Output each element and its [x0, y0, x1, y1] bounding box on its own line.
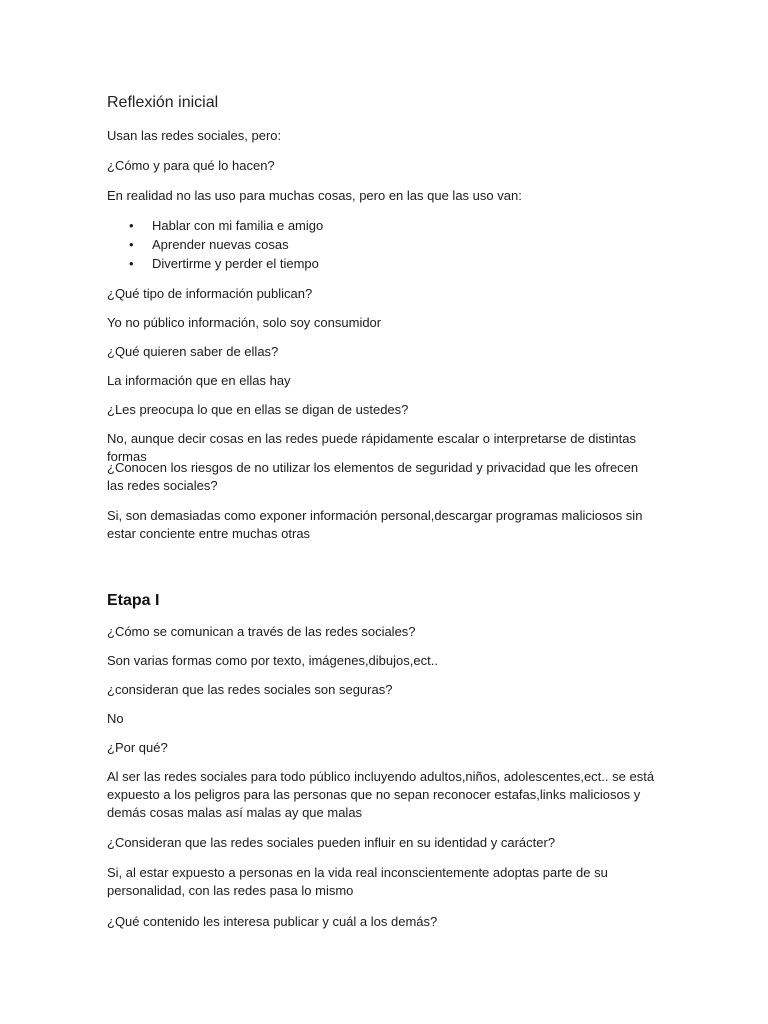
bullet-icon: •	[129, 256, 134, 271]
list-item-text: Aprender nuevas cosas	[152, 237, 289, 252]
bullet-list	[107, 216, 667, 273]
answer-text: No	[107, 711, 124, 726]
question-text: ¿Qué contenido les interesa publicar y cuál a los demás?	[107, 914, 438, 929]
bullet-icon: •	[129, 218, 134, 233]
answer-text: La información que en ellas hay	[107, 373, 291, 388]
question-text: ¿Qué tipo de información publican?	[107, 286, 313, 301]
answer-text: Si, al estar expuesto a personas en la vida real inconscientemente adoptas parte de su personalidad, con las redes pasa lo mismo	[107, 865, 608, 898]
answer-text: Son varias formas como por texto, imágenes,dibujos,ect..	[107, 653, 438, 668]
list-item	[107, 235, 667, 254]
question-text: ¿Cómo y para qué lo hacen?	[107, 158, 275, 173]
question-text: ¿Por qué?	[107, 740, 168, 755]
section-title-reflexion: Reflexión inicial	[107, 94, 219, 111]
answer-text: No, aunque decir cosas en las redes puede rápidamente escalar o interpretarse de distintas formas	[107, 431, 636, 464]
bullet-icon: •	[129, 237, 134, 252]
list-item-text: Divertirme y perder el tiempo	[152, 256, 319, 271]
question-text: ¿Les preocupa lo que en ellas se digan de ustedes?	[107, 402, 409, 417]
answer-text: Si, son demasiadas como exponer información personal,descargar programas maliciosos sin estar conciente entre muchas otras	[107, 508, 643, 541]
answer-text: Al ser las redes sociales para todo público incluyendo adultos,niños, adolescentes,ect.. se está expuesto a los peligros para las personas que no sepan reconocer estafas,links maliciosos y demás cosas malas así malas ay que malas	[107, 769, 655, 820]
intro-text: Usan las redes sociales, pero:	[107, 128, 282, 143]
question-text: ¿consideran que las redes sociales son seguras?	[107, 682, 393, 697]
list-item	[107, 254, 667, 273]
question-text: ¿Qué quieren saber de ellas?	[107, 344, 279, 359]
question-text: ¿Consideran que las redes sociales pueden influir en su identidad y carácter?	[107, 835, 556, 850]
list-item	[107, 216, 667, 235]
question-text: ¿Conocen los riesgos de no utilizar los elementos de seguridad y privacidad que les ofrecen las redes sociales?	[107, 460, 639, 493]
answer-text: Yo no público información, solo soy consumidor	[107, 315, 382, 330]
list-item-text: Hablar con mi familia e amigo	[152, 218, 324, 233]
answer-text: En realidad no las uso para muchas cosas, pero en las que las uso van:	[107, 188, 522, 203]
question-text: ¿Cómo se comunican a través de las redes sociales?	[107, 624, 416, 639]
section-title-etapa: Etapa I	[107, 592, 160, 609]
